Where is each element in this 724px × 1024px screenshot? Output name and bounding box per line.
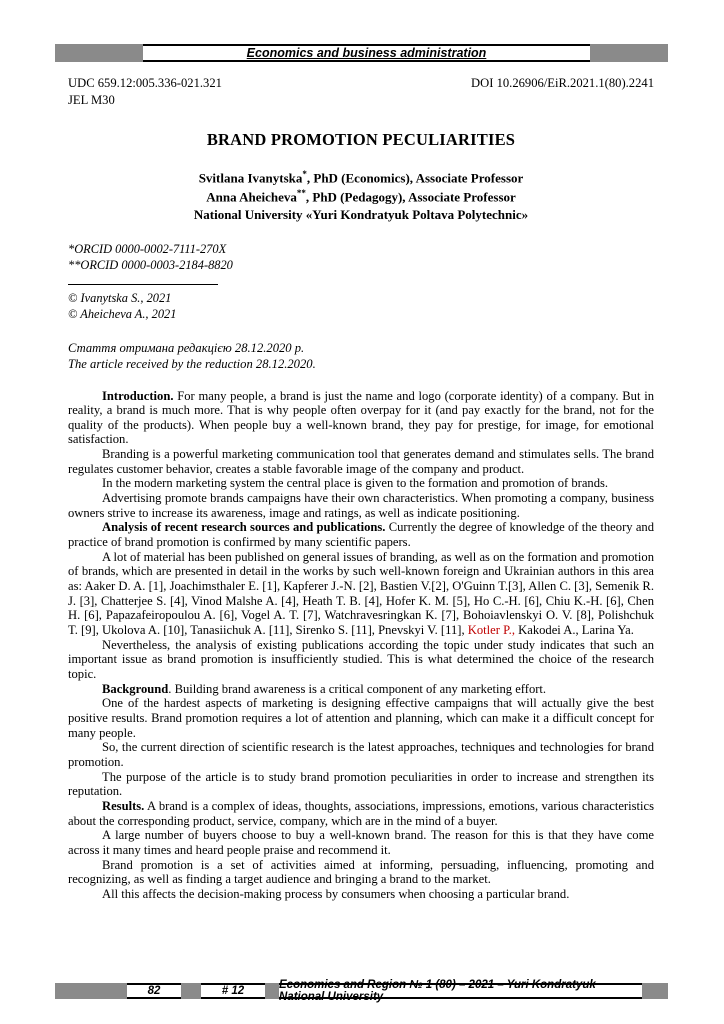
orcid-line-2: **ORCID 0000-0003-2184-8820: [68, 258, 233, 273]
running-header-title-cell: [143, 44, 590, 62]
author-name: Anna Aheicheva: [206, 189, 297, 205]
orcid-block: [68, 241, 654, 273]
author-degree: , PhD (Economics), Associate Professor: [306, 170, 524, 186]
paragraph: All this affects the decision-making process by consumers when choosing a particular brand.: [102, 886, 570, 901]
doi-label: DOI 10.26906/EiR.2021.1(80).2241: [471, 76, 654, 90]
copyright-block: [68, 290, 654, 322]
footer-journal-title: Economics and Region № 1 (80) – 2021 – Yuri Kondratyuk National University: [279, 983, 642, 999]
page-footer: [55, 979, 668, 1003]
paragraph: Branding is a powerful marketing communication tool that generates demand and stimulates sells. The brand regulates customer behavior, creates a stable favorable image of the company and product.: [68, 447, 654, 476]
received-uk: Стаття отримана редакцією 28.12.2020 р.: [68, 340, 305, 355]
paragraph: Analysis of recent research sources and publications. Currently the degree of knowledge of the theory and practice of brand promotion is confirmed by many scientific papers.: [68, 520, 654, 550]
authors-block: [68, 168, 654, 223]
paragraph: The purpose of the article is to study brand promotion peculiarities in order to increase and strengthen its reputation.: [68, 769, 654, 799]
paragraph: One of the hardest aspects of marketing is designing effective campaigns that will actually give the best positive results. Brand promotion requires a lot of attention and planning, which can make it a difficult concept for many people.: [68, 696, 654, 740]
author-line-2: [68, 187, 654, 206]
footer-bar-separator-1: [181, 983, 201, 999]
footer-bar-left: [55, 983, 127, 999]
author-degree: , PhD (Pedagogy), Associate Professor: [305, 189, 516, 205]
paragraph: Results. A brand is a complex of ideas, thoughts, associations, impressions, emotions, various characteristics about the corresponding product, service, company, which are in the mind of a buyer.: [68, 798, 654, 828]
paragraph: A large number of buyers choose to buy a well-known brand. The reason for this is that they have come across it many times and heard people praise and recommend it.: [68, 828, 654, 857]
paragraph: Background. Building brand awareness is a critical component of any marketing effort.: [102, 681, 547, 696]
paragraph-lead: Results.: [102, 798, 145, 813]
paragraph: Advertising promote brands campaigns have their own characteristics. When promoting a company, business owners strive to increase its awareness, image and ratings, as well as indicate positioning.: [68, 491, 654, 520]
paragraph: So, the current direction of scientific research is the latest approaches, techniques and technologies for brand promotion.: [68, 740, 654, 769]
jel-label: JEL M30: [68, 93, 115, 107]
article-body: [68, 389, 654, 902]
header-bar-right: [590, 44, 668, 62]
received-block: [68, 340, 654, 373]
udc-label: UDC 659.12:005.336-021.321: [68, 76, 222, 90]
footer-issue-number: # 12: [201, 983, 265, 999]
copyright-line-1: © Ivanytska S., 2021: [68, 290, 172, 305]
running-header: [55, 44, 668, 62]
paragraph-authors-list: A lot of material has been published on general issues of branding, as well as on the formation and promotion of brands, which are presented in detail in the works by such well-known foreign and Ukrainian authors in this area as: Aaker D. A. [1], Joachimsthaler E. [1], Kapferer J.-N. [2], Bastien V.[2], O'Guinn T.[3], Allen C. [3], Semenik R. J. [3], Chatterjee S. [4], Vinod Malshe A. [4], Heath T. B. [4], Hofer K. M. [5], Ho C.-H. [6], Chiu K.-H. [6], Chen H. [6], Papazafeiropoulou A. [6], Vogel A. T. [7], Watchravesringkan K. [7], Bohoiavlenskyi O. V. [8], Polishchuk T. [9], Ukolova A. [10], Tanasiichuk A. [11], Sirenko S. [11], Pnevskyi V. [11], Kotler P., Kakodei A., Larina Ya.: [68, 549, 654, 638]
footer-bar-right: [642, 983, 668, 999]
paragraph: Introduction. For many people, a brand is just the name and logo (corporate identity) of a company. But in reality, a brand is much more. That is why people often overpay for it (and pay exactly for the brand, not for the quality of the products). When people buy a well-known brand, they pay for prestige, for image, for emotional satisfaction.: [68, 388, 654, 447]
meta-row: [68, 76, 654, 91]
page-content: [68, 76, 654, 901]
paragraph: Brand promotion is a set of activities aimed at informing, persuading, influencing, promoting and recognizing, as well as finding a target audience and bringing a brand to the market.: [68, 857, 654, 887]
paragraph: In the modern marketing system the central place is given to the formation and promotion of brands.: [102, 476, 609, 491]
footer-page-number: 82: [127, 983, 181, 999]
paragraph-lead: Analysis of recent research sources and publications.: [102, 520, 386, 535]
header-bar-left: [55, 44, 143, 62]
copyright-line-2: © Aheicheva A., 2021: [68, 306, 177, 321]
affiliation: National University «Yuri Kondratyuk Poltava Polytechnic»: [193, 206, 529, 222]
article-title: BRAND PROMOTION PECULIARITIES: [206, 130, 516, 149]
running-header-title: Economics and business administration: [246, 46, 487, 60]
paragraph-lead: Background: [102, 681, 169, 696]
author-footnote-marker: *: [302, 169, 307, 179]
orcid-line-1: *ORCID 0000-0002-7111-270X: [68, 242, 227, 257]
author-footnote-marker: **: [296, 187, 306, 198]
highlighted-author: Kotler P.,: [467, 623, 515, 638]
received-en: The article received by the reduction 28.12.2020.: [68, 357, 316, 372]
author-line-1: [68, 168, 654, 187]
footnote-divider: [68, 284, 218, 285]
paragraph-lead: Introduction.: [102, 388, 174, 403]
paragraph: Nevertheless, the analysis of existing publications according the topic under study indicates that such an important issue as brand promotion is insufficiently studied. This is what determined the choice of the research topic.: [68, 637, 654, 681]
footer-bar-separator-2: [265, 983, 279, 999]
author-name: Svitlana Ivanytska: [198, 170, 303, 186]
